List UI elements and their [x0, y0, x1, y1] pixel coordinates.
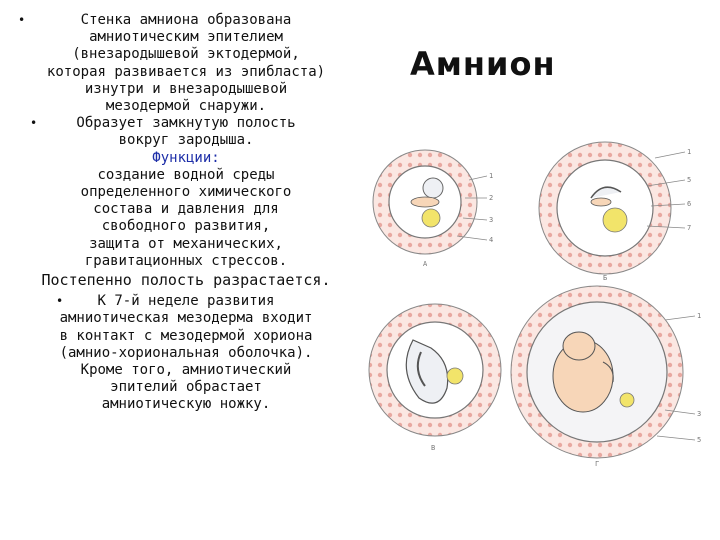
bullet-icon: •: [30, 116, 38, 131]
bullet-icon: •: [18, 13, 26, 27]
text-line: Кроме того, амниотический: [80, 362, 292, 379]
text-line: (внезародышевой эктодермой,: [72, 46, 300, 63]
text-line: эпителий обрастает: [110, 379, 262, 396]
stage-d-diagram: [511, 286, 701, 468]
growth-statement: Постепенно полость разрастается.: [41, 271, 331, 290]
bullet-paragraph-1: [12, 12, 360, 29]
text-block: [12, 12, 360, 414]
bullet-paragraph-2: [12, 115, 360, 132]
text-line: амниотическим эпителием: [89, 29, 283, 46]
bullet-icon: •: [56, 294, 64, 309]
stage-c-diagram: [369, 304, 501, 452]
text-line: защита от механических,: [89, 235, 283, 252]
callout-number: 4: [489, 236, 494, 244]
text-line: изнутри и внезародышевой: [84, 80, 288, 97]
panel-label: В: [431, 444, 436, 452]
text-line: амниотическая мезодерма входит: [59, 310, 313, 327]
text-line: (амнио-хориональная оболочка).: [59, 344, 313, 361]
text-line: Стенка амниона образована: [80, 12, 292, 28]
functions-heading: Функции:: [152, 149, 220, 166]
text-line: гравитационных стрессов.: [84, 252, 288, 269]
callout-number: 1: [489, 172, 494, 180]
panel-label: А: [423, 260, 428, 268]
callout-number: 5: [697, 436, 702, 444]
text-line: Образует замкнутую полость: [76, 115, 296, 132]
panel-label: Г: [595, 460, 600, 468]
panel-label: Б: [603, 274, 608, 282]
text-line: мезодермой снаружи.: [105, 98, 267, 115]
callout-number: 1: [697, 312, 702, 320]
callout-number: 2: [489, 194, 494, 202]
text-line: создание водной среды: [97, 166, 275, 183]
text-line: К 7-й неделе развития: [97, 293, 275, 310]
text-line: которая развивается из эпибласта): [46, 63, 326, 80]
callout-number: 7: [687, 224, 692, 232]
slide-title: Амнион: [410, 45, 556, 83]
amnion-stages-figure: [365, 140, 705, 470]
callout-number: 1: [687, 148, 692, 156]
text-line: в контакт с мезодермой хориона: [59, 327, 313, 344]
callout-number: 3: [489, 216, 494, 224]
text-line: определенного химического: [80, 184, 292, 201]
callout-number: 3: [697, 410, 702, 418]
text-line: вокруг зародыша.: [118, 132, 254, 149]
stage-a-diagram: [373, 150, 493, 268]
callout-number: 6: [687, 200, 692, 208]
stage-b-diagram: [539, 142, 691, 282]
callout-number: 5: [687, 176, 692, 184]
bullet-paragraph-3: [12, 293, 360, 310]
text-line: состава и давления для: [93, 201, 279, 218]
text-line: амниотическую ножку.: [101, 396, 271, 413]
text-line: свободного развития,: [101, 218, 271, 235]
